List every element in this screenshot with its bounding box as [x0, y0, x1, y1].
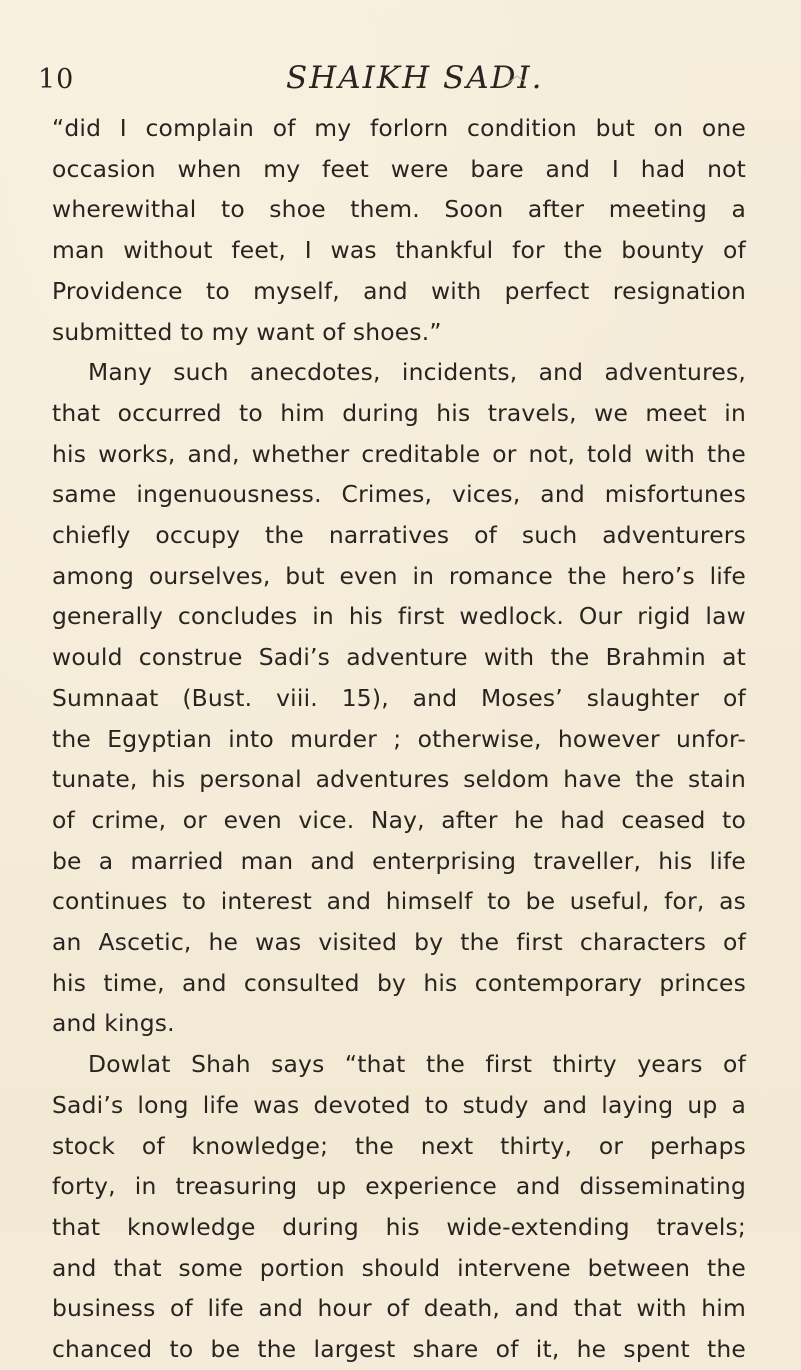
text-line: business of life and hour of death, and that with him — [52, 1294, 746, 1323]
text-line: man without feet, I was thankful for the bounty of — [52, 236, 746, 265]
text-line: that occurred to him during his travels, we meet in — [52, 398, 746, 427]
text-line: occasion when my feet were bare and I had not — [52, 154, 746, 183]
text-line: continues to interest and himself to be useful, for, as — [52, 887, 746, 916]
text-line: forty, in treasuring up experience and disseminating — [52, 1172, 746, 1201]
text-line: same ingenuousness. Crimes, vices, and misfortunes — [52, 480, 746, 509]
text-line: “did I complain of my forlorn condition but on one — [52, 114, 746, 142]
text-line: generally concludes in his first wedlock. Our rigid law — [52, 602, 746, 631]
text-line: the Egyptian into murder ; otherwise, however unfor- — [52, 724, 746, 753]
page-header — [38, 58, 748, 98]
text-line: Sadi’s long life was devoted to study and laying up a — [52, 1090, 746, 1119]
text-line: his time, and consulted by his contemporary princes — [52, 968, 746, 997]
text-line: Many such anecdotes, incidents, and adventures, — [88, 358, 746, 387]
text-line: Providence to myself, and with perfect resignation — [52, 276, 746, 305]
text-line: submitted to my want of shoes.” — [52, 317, 442, 346]
text-line: would construe Sadi’s adventure with the Brahmin at — [52, 643, 746, 672]
text-line: his works, and, whether creditable or not, told with the — [52, 439, 746, 468]
text-line: Dowlat Shah says “that the first thirty years of — [88, 1050, 746, 1079]
body-text — [52, 108, 746, 1370]
text-line: and kings. — [52, 1009, 175, 1038]
text-line: of crime, or even vice. Nay, after he had ceased to — [52, 805, 746, 834]
text-line: Sumnaat (Bust. viii. 15), and Moses’ slaughter of — [52, 683, 746, 712]
text-line: chanced to be the largest share of it, he spent the — [52, 1335, 746, 1364]
running-title: SHAIKH SADI. — [286, 60, 544, 96]
text-line: an Ascetic, he was visited by the first characters of — [52, 928, 746, 957]
text-line: among ourselves, but even in romance the hero’s life — [52, 561, 746, 590]
text-line: stock of knowledge; the next thirty, or perhaps — [52, 1131, 746, 1160]
text-line: and that some portion should intervene between the — [52, 1253, 746, 1282]
text-line: that knowledge during his wide-extending travels; — [52, 1212, 746, 1241]
page-number: 10 — [38, 64, 75, 95]
pencil-mark — [505, 68, 555, 88]
text-line: tunate, his personal adventures seldom have the stain — [52, 765, 746, 794]
text-line: chiefly occupy the narratives of such adventurers — [52, 521, 746, 550]
text-line: be a married man and enterprising traveller, his life — [52, 846, 746, 875]
text-line: wherewithal to shoe them. Soon after meeting a — [52, 195, 746, 224]
